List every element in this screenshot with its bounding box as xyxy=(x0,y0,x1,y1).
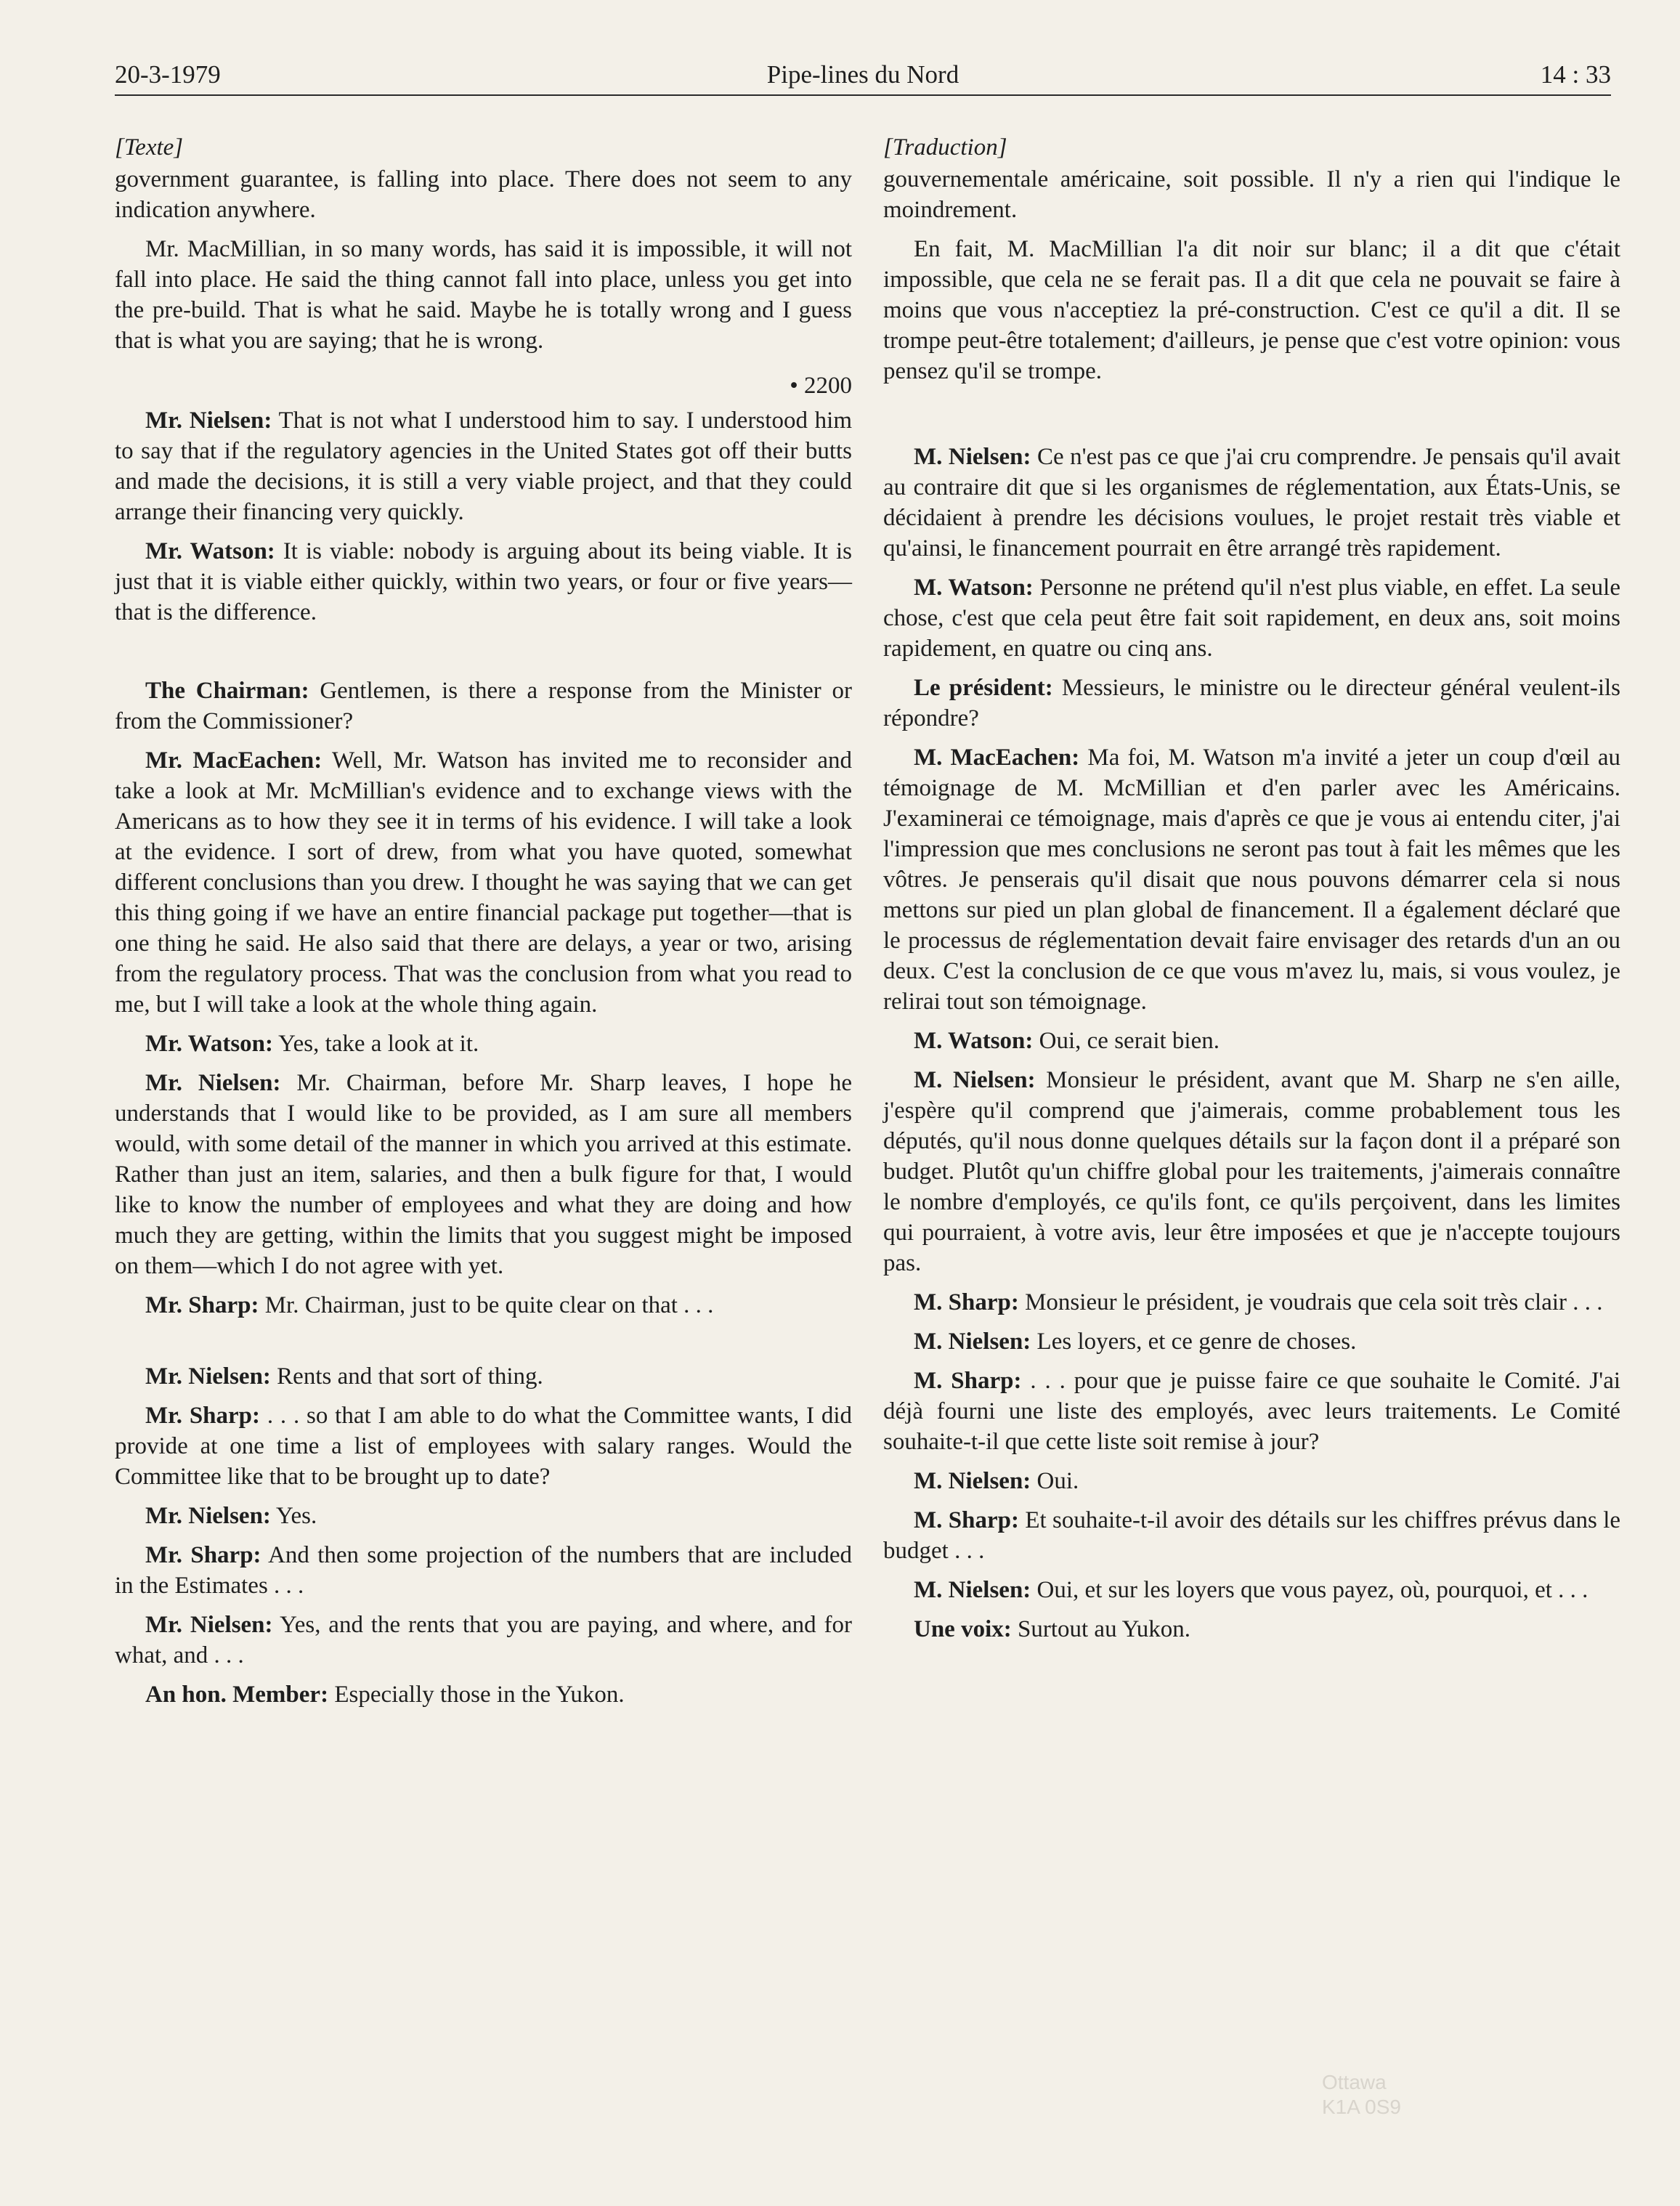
speech-paragraph: Mr. Sharp: Mr. Chairman, just to be quite clear on that . . . xyxy=(145,1292,714,1318)
header-title: Pipe-lines du Nord xyxy=(766,60,959,89)
speech-paragraph: M. Sharp: . . . pour que je puisse faire ce que souhaite le Comité. J'ai déjà fourni une liste des employés, avec leurs traitements. Le Comité souhaite-t-il que cette liste soit remise à jour? xyxy=(883,1368,1621,1455)
speaker-name: M. Nielsen: xyxy=(914,1329,1031,1355)
speaker-name: Mr. Sharp: xyxy=(145,1542,261,1568)
english-column xyxy=(115,131,852,1719)
speech-paragraph: An hon. Member: Especially those in the Yukon. xyxy=(145,1682,625,1708)
speaker-name: Mr. Nielsen: xyxy=(145,1503,271,1529)
speaker-name: Mr. Sharp: xyxy=(145,1292,259,1318)
french-column xyxy=(883,131,1620,1653)
header-date: 20-3-1979 xyxy=(115,60,221,89)
speaker-name: M. Sharp: xyxy=(914,1289,1019,1315)
speaker-name: Mr. Nielsen: xyxy=(145,407,272,434)
speech-paragraph: M. Watson: Personne ne prétend qu'il n'est plus viable, en effet. La seule chose, c'est que cela peut être fait soit rapidement, en deux ans, soit moins rapidement, en quatre ou cinq ans. xyxy=(883,575,1620,662)
paragraph: Mr. MacMillian, in so many words, has said it is impossible, it will not fall into place. He said the thing cannot fall into place, unless you get into the pre-build. That is what he said. Maybe he is totally wrong and I guess that is what you are saying; that he is wrong. xyxy=(115,236,852,354)
speaker-name: Mr. Nielsen: xyxy=(145,1070,281,1096)
header-page-number: 14 : 33 xyxy=(1540,60,1611,89)
speaker-name: M. Nielsen: xyxy=(914,1577,1031,1603)
page-header xyxy=(115,54,1611,96)
speaker-name: The Chairman: xyxy=(145,678,309,704)
speaker-name: Mr. Nielsen: xyxy=(145,1363,271,1390)
speech-paragraph: M. Sharp: Monsieur le président, je voudrais que cela soit très clair . . . xyxy=(914,1289,1603,1315)
speaker-name: An hon. Member: xyxy=(145,1682,329,1708)
speech-paragraph: M. Nielsen: Ce n'est pas ce que j'ai cru comprendre. Je pensais qu'il avait au contraire dit que si les organismes de réglementation, aux États-Unis, se décidaient à prendre les décisions voulues, le projet restait très viable et qu'ainsi, le financement pourrait en être arrangé très rapidement. xyxy=(883,444,1620,561)
speech-paragraph: M. Nielsen: Les loyers, et ce genre de choses. xyxy=(914,1329,1357,1355)
speech-paragraph: Mr. Nielsen: That is not what I understood him to say. I understood him to say that if the regulatory agencies in the United States got off their butts and made the decisions, it is still a very viable project, and that they could arrange their financing very quickly. xyxy=(115,407,853,525)
speech-paragraph: M. MacEachen: Ma foi, M. Watson m'a invité a jeter un coup d'œil au témoignage de M. McMillian et d'en parler avec les Américains. J'examinerai ce témoignage, mais d'après ce que je vous ai entendu citer, j'ai l'impression que mes conclusions ne seront pas tout à fait les mêmes que les vôtres. Je penserais qu'il disait que nous pouvons démarrer cela si nous mettons sur pied un plan global de financement. Il a également déclaré que le processus de réglementation devait faire envisager des retards d'un an ou deux. C'est la conclusion de ce que vous m'avez lu, mais, si vous voulez, je relirai tout son témoignage. xyxy=(883,745,1620,1015)
speech-paragraph: Mr. Nielsen: Mr. Chairman, before Mr. Sharp leaves, I hope he understands that I would like to be provided, as I am sure all members would, with some detail of the manner in which you arrived at this estimate. Rather than just an item, salaries, and then a bulk figure for that, I would like to know the number of employees and what they are doing and how much they are getting, within the limits that you suggest might be imposed on them—which I do not agree with yet. xyxy=(115,1070,852,1279)
speech-paragraph: M. Watson: Oui, ce serait bien. xyxy=(914,1028,1220,1054)
speech-paragraph: Mr. Sharp: And then some projection of the numbers that are included in the Estimates . . . xyxy=(115,1542,852,1599)
spacer xyxy=(115,636,852,676)
speaker-name: Mr. Nielsen: xyxy=(145,1612,273,1638)
speaker-name: M. MacEachen: xyxy=(914,745,1080,771)
speech-paragraph: Une voix: Surtout au Yukon. xyxy=(914,1616,1191,1642)
speaker-name: Mr. Watson: xyxy=(145,538,275,564)
speech-paragraph: Mr. Watson: Yes, take a look at it. xyxy=(145,1031,479,1057)
speaker-name: M. Nielsen: xyxy=(914,444,1031,470)
speech-paragraph: Mr. Watson: It is viable: nobody is arguing about its being viable. It is just that it is viable either quickly, within two years, or four or five years—that is the difference. xyxy=(115,538,853,625)
paragraph: government guarantee, is falling into place. There does not seem to any indication anywhere. xyxy=(115,166,852,223)
speaker-name: M. Sharp: xyxy=(914,1368,1022,1394)
speaker-name: M. Watson: xyxy=(914,575,1034,601)
paragraph: gouvernementale américaine, soit possible. Il n'y a rien qui l'indique le moindrement. xyxy=(883,166,1620,223)
speech-paragraph: Mr. Nielsen: Rents and that sort of thing. xyxy=(145,1363,543,1390)
paragraph: En fait, M. MacMillian l'a dit noir sur blanc; il a dit que c'était impossible, que cela ne se ferait pas. Il a dit que cela ne pouvait se faire à moins que vous n'acceptiez la pré-construction. C'est ce qu'il a dit. Il se trompe peut-être totalement; d'ailleurs, je pense que c'est votre opinion: vous pensez qu'il se trompe. xyxy=(883,236,1620,384)
texte-label: [Texte] xyxy=(115,134,184,161)
traduction-label: [Traduction] xyxy=(883,134,1007,161)
speech-paragraph: Le président: Messieurs, le ministre ou le directeur général veulent-ils répondre? xyxy=(883,675,1620,731)
speech-paragraph: The Chairman: Gentlemen, is there a response from the Minister or from the Commissioner? xyxy=(115,678,853,734)
speech-paragraph: M. Nielsen: Oui. xyxy=(914,1468,1079,1494)
speaker-name: Mr. Sharp: xyxy=(145,1403,261,1429)
time-marker: • 2200 xyxy=(790,373,852,399)
speech-paragraph: Mr. MacEachen: Well, Mr. Watson has invited me to reconsider and take a look at Mr. McMillian's evidence and to exchange views with the Americans as to how they see it in terms of his evidence. I will take a look at the evidence. I sort of drew, from what you have quoted, somewhat different conclusions than you drew. I thought he was saying that we can get this thing going if we have an entire financial package put together—that is one thing he said. He also said that there are delays, a year or two, arising from the regulatory process. That was the conclusion from what you read to me, but I will take a look at the whole thing again. xyxy=(115,747,852,1018)
speaker-name: Mr. MacEachen: xyxy=(145,747,322,774)
speaker-name: Le président: xyxy=(914,675,1053,701)
speaker-name: Une voix: xyxy=(914,1616,1012,1642)
speaker-name: M. Nielsen: xyxy=(914,1468,1031,1494)
speaker-name: M. Nielsen: xyxy=(914,1067,1036,1093)
spacer xyxy=(883,395,1620,427)
show-through-text: Ottawa K1A 0S9 xyxy=(1322,2071,1401,2118)
speech-paragraph: Mr. Sharp: . . . so that I am able to do what the Committee wants, I did provide at one time a list of employees with salary ranges. Would the Committee like that to be brought up to date? xyxy=(115,1403,852,1490)
speaker-name: M. Sharp: xyxy=(914,1507,1019,1533)
speaker-name: M. Watson: xyxy=(914,1028,1034,1054)
speech-paragraph: Mr. Nielsen: Yes. xyxy=(145,1503,317,1529)
speaker-name: Mr. Watson: xyxy=(145,1031,274,1057)
speech-paragraph: M. Nielsen: Oui, et sur les loyers que vous payez, où, pourquoi, et . . . xyxy=(914,1577,1588,1603)
speech-paragraph: M. Nielsen: Monsieur le président, avant que M. Sharp ne s'en aille, j'espère qu'il comprend que j'aimerais, comme probablement tous les députés, qu'il nous donne quelques détails sur la façon dont il a préparé son budget. Plutôt qu'un chiffre global pour les traitements, j'aimerais connaître le nombre d'employés, ce qu'ils font, ce qu'ils perçoivent, dans les limites qui pourraient, à votre avis, leur être imposées et que je n'accepte toujours pas. xyxy=(883,1067,1621,1276)
speech-paragraph: M. Sharp: Et souhaite-t-il avoir des détails sur les chiffres prévus dans le budget . . . xyxy=(883,1507,1621,1564)
spacer xyxy=(115,1329,852,1361)
spacer xyxy=(883,427,1620,442)
speech-paragraph: Mr. Nielsen: Yes, and the rents that you are paying, and where, and for what, and . . . xyxy=(115,1612,852,1668)
